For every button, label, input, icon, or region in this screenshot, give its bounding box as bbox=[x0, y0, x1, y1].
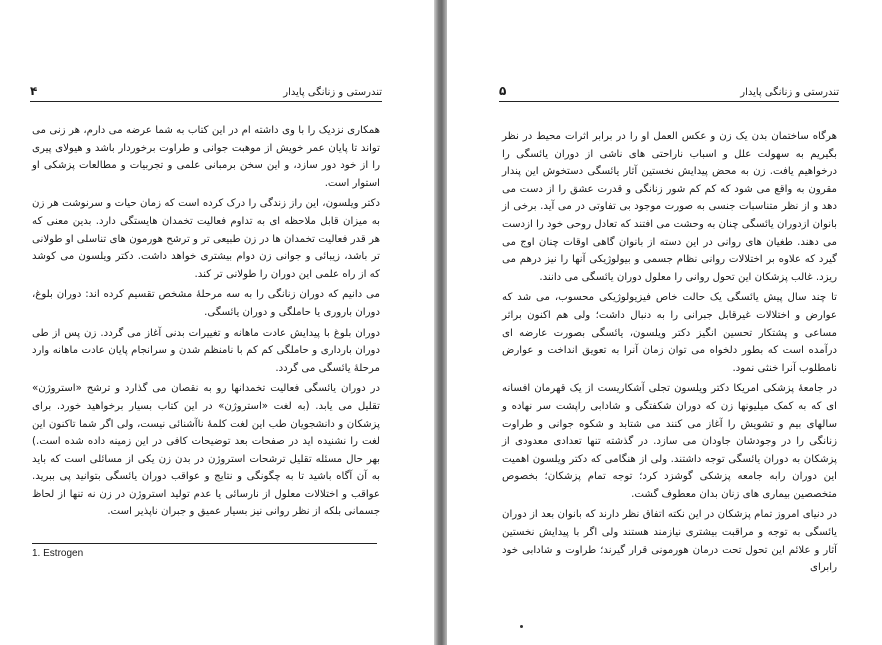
right-page-body bbox=[502, 128, 837, 580]
paragraph: همکاری نزدیک را با وی داشته ام در این کتاب به شما عرضه می دارم، هر زنی می تواند تا پایان عمر خویش از موهبت جوانی و طراوت برخوردار باشد و هیولای پیری را از خود دور سازد، و این سخن برمبانی علمی و تجربیات و مطالعات پزشکی او استوار است. bbox=[32, 125, 380, 189]
right-page-header bbox=[499, 82, 839, 102]
paragraph: دوران بلوغ با پیدایش عادت ماهانه و تغییرات بدنی آغاز می گردد. زن پس از طی دوران بارداری و حاملگی کم کم با نامنظم شدن و سرانجام پایان عادت ماهانه وارد مرحلهٔ یائسگی می گردد. bbox=[32, 327, 380, 374]
page-number: ۵ bbox=[499, 84, 507, 98]
running-title: تندرستی و زنانگی پایدار bbox=[283, 87, 382, 98]
left-page bbox=[0, 0, 434, 645]
paragraph: در جامعهٔ پزشکی امریکا دکتر ویلسون تجلی آشکاریست از یک قهرمان افسانه ای که به کمک میلیونها زن که دوران شکفتگی و شادابی راپشت سر نهاده و سالهای بیم و تشویش را آغاز می کنند می شتابد و شکوه جوانی و طراوت زنانگی را در وجودشان جاودان می سازد. در گذشته تنها تعدادی معدودی از پزشکان به دوران یائسگی توجه داشتند. ولی از هنگامی که دکتر ویلسون اهمیت این دوران رابه جامعه پزشکی گوشزد کرد؛ توجه تمام پزشکان؛ بخصوص متخصصین بیماری های زنان بدان معطوف گشت. bbox=[502, 383, 837, 500]
footnote-divider bbox=[32, 543, 377, 544]
page-speck bbox=[520, 625, 523, 628]
right-page bbox=[447, 0, 882, 645]
paragraph: دکتر ویلسون، این راز زندگی را درک کرده است که زمان حیات و سرنوشت هر زن به میزان قابل ملاحظه ای به تداوم فعالیت تخمدان هایستگی دارد. بدین معنی که هر قدر فعالیت تخمدان ها در زن طبیعی تر و ترشح هورمون های تناسلی او طولانی تر باشد، زیبائی و جوانی زن دوام بیشتری خواهد داشت. دکتر ویلسون می کوشد که از راه علمی این دوران را طولانی تر کند. bbox=[32, 198, 380, 280]
left-page-body bbox=[32, 122, 380, 524]
paragraph: تا چند سال پیش یائسگی یک حالت خاص فیزیولوژیکی محسوب، می شد که عوارض و اختلالات غیرقابل جبرانی را به دنبال داشت؛ ولی هم اکنون براثر مساعی و پشتکار تحسین انگیز دکتر ویلسون، یائسگی بصورت عارضه ای درآمده است که بطور دلخواه می توان زمان آنرا به تعویق انداخت و عوارض نامطلوب آنرا خنثی نمود. bbox=[502, 292, 837, 374]
paragraph: در دنیای امروز تمام پزشکان در این نکته اتفاق نظر دارند که بانوان بعد از دوران یائسگی به توجه و مراقبت بیشتری نیازمند هستند ولی اگر با پیدایش نخستین آثار و علائم این تحول تحت درمان هورمونی قرار گیرند؛ طراوت و شادابی خود رابرای bbox=[502, 509, 837, 574]
footnote: 1. Estrogen bbox=[32, 548, 84, 559]
book-gutter bbox=[434, 0, 447, 645]
paragraph: می دانیم که دوران زنانگی را به سه مرحلهٔ مشخص تقسیم کرده اند: دوران بلوغ، دوران باروری یا حاملگی و دوران یائسگی. bbox=[32, 289, 380, 318]
paragraph: هرگاه ساختمان بدن یک زن و عکس العمل او را در برابر اثرات محیط در نظر بگیریم به سهولت علل و اسباب ناراحتی های ناشی از دوران یائسگی را درخواهیم یافت. زن به محض پیدایش نخستین آثار یائسگی دستخوش این پندار مقرون به واقع می شود که کم کم شور زنانگی و قدرت عشق را از دست می دهد و از نظر متناسبات جنسی به صورت موجود بی تفاوتی در می آید. برخی از بانوان ازدوران یائسگی چنان به وحشت می افتند که تعادل روحی خود را ازدست می دهند. طغیان های روانی در این دسته از بانوان گاهی اوقات چنان اوج می گیرد که علاوه بر اختلالات روانی نظام جسمی و بیولوژیکی آنها را نیز درهم می ریزد. غالب پزشکان این تحول روانی را معلول دوران یائسگی می دانند. bbox=[502, 131, 837, 283]
page-number: ۴ bbox=[30, 84, 38, 98]
running-title: تندرستی و زنانگی پایدار bbox=[740, 87, 839, 98]
left-page-header bbox=[30, 82, 382, 102]
paragraph: در دوران یائسگی فعالیت تخمدانها رو به نقصان می گذارد و ترشح «استروژن» تقلیل می یابد. (به لغت «استروژن» در این کتاب بسیار برخواهید خورد. برای پزشکان و دانشجویان طب این لغت کلمهٔ ناآشنائی نیست، ولی اگر شما تاکنون این لغت را نشنیده اید در صفحات بعد توضیحات کافی در این زمینه داده شده است.) بهر حال مسئله تقلیل ترشحات استروژن در بدن زن یکی از مسائلی است که باید به آن آگاه باشید تا به چگونگی و نتایج و عواقب دوران یائسگی بتوانید پی ببرید. عواقب و اختلالات معلول از نارسائی یا عدم تولید استروژن در زن نه تنها از لحاظ جسمانی بلکه از نظر روانی نیز بسیار عمیق و جبران ناپذیر است. bbox=[32, 383, 380, 518]
